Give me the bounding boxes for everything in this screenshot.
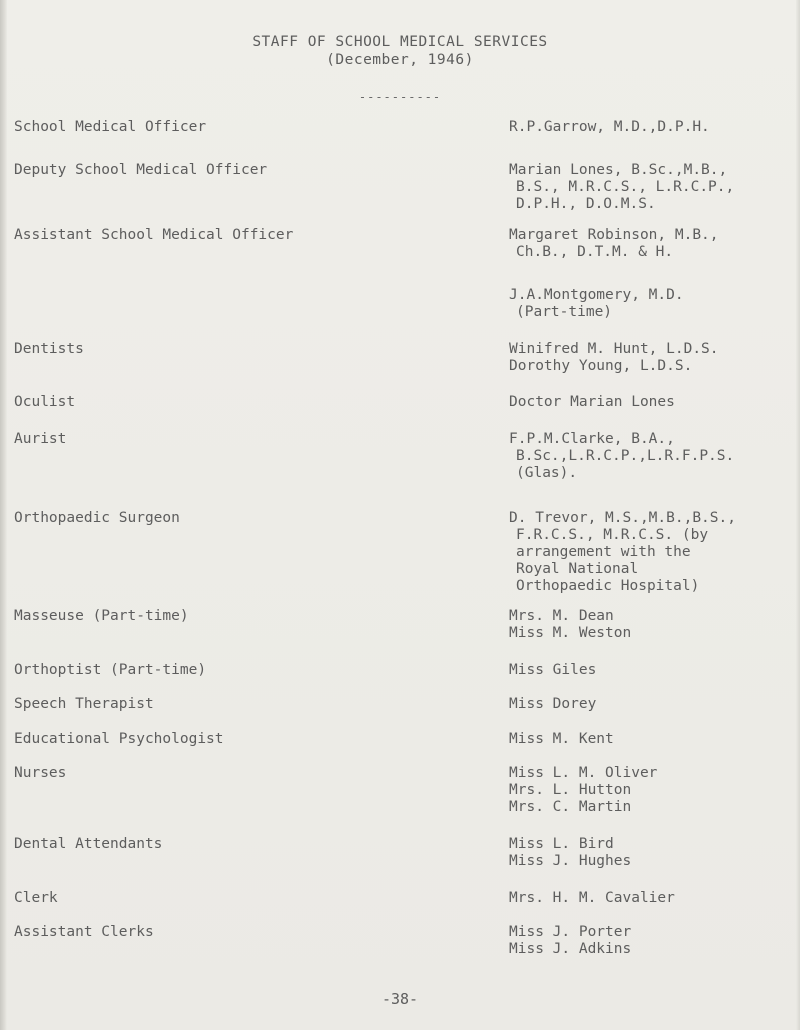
staff-name-line: B.S., M.R.C.S., L.R.C.P., [516, 179, 735, 195]
staff-names [509, 510, 794, 595]
staff-names [509, 890, 794, 907]
staff-names [509, 227, 794, 261]
staff-role: Orthopaedic Surgeon [14, 510, 180, 526]
staff-name-line: Mrs. H. M. Cavalier [509, 890, 675, 906]
staff-names [509, 731, 794, 748]
staff-name-line: B.Sc.,L.R.C.P.,L.R.F.P.S. [516, 448, 735, 464]
staff-name-line: Miss Giles [509, 662, 597, 678]
staff-names [509, 662, 794, 679]
staff-name-line: Miss J. Hughes [509, 853, 632, 869]
staff-name-line: Miss M. Kent [509, 731, 614, 747]
document-title: STAFF OF SCHOOL MEDICAL SERVICES [252, 34, 548, 50]
staff-names [509, 119, 794, 136]
staff-name-line: F.P.M.Clarke, B.A., [509, 431, 675, 447]
staff-names [509, 924, 794, 958]
staff-role: Assistant School Medical Officer [14, 227, 294, 243]
staff-role: Aurist [14, 431, 67, 447]
staff-name-line: Miss Dorey [509, 696, 597, 712]
staff-role: Nurses [14, 765, 67, 781]
staff-names [509, 394, 794, 411]
staff-names [509, 162, 794, 213]
staff-role: Assistant Clerks [14, 924, 154, 940]
staff-name-line: Doctor Marian Lones [509, 394, 675, 410]
staff-name-line: Miss L. Bird [509, 836, 614, 852]
page-edge [796, 0, 800, 1030]
staff-names [509, 341, 794, 375]
staff-names [509, 836, 794, 870]
staff-name-line: Ch.B., D.T.M. & H. [516, 244, 674, 260]
document-date: (December, 1946) [326, 52, 474, 68]
staff-name-line: J.A.Montgomery, M.D. [509, 287, 684, 303]
staff-names [509, 431, 794, 482]
title-divider: ---------- [358, 90, 442, 104]
staff-name-line: Royal National [516, 561, 639, 577]
staff-name-line: Margaret Robinson, M.B., [509, 227, 719, 243]
staff-names [509, 696, 794, 713]
staff-name-line: Miss M. Weston [509, 625, 632, 641]
staff-names [509, 765, 794, 816]
staff-role: Dentists [14, 341, 84, 357]
staff-name-line: (Glas). [516, 465, 578, 481]
staff-name-line: Mrs. C. Martin [509, 799, 632, 815]
staff-name-line: Miss J. Porter [509, 924, 632, 940]
staff-name-line: (Part-time) [516, 304, 613, 320]
staff-name-line: arrangement with the [516, 544, 691, 560]
staff-name-line: R.P.Garrow, M.D.,D.P.H. [509, 119, 710, 135]
staff-name-line: Miss J. Adkins [509, 941, 632, 957]
staff-name-line: D.P.H., D.O.M.S. [516, 196, 656, 212]
staff-name-line: Miss L. M. Oliver [509, 765, 658, 781]
staff-name-line: Orthopaedic Hospital) [516, 578, 700, 594]
staff-names [509, 608, 794, 642]
staff-name-line: Mrs. L. Hutton [509, 782, 632, 798]
staff-names [509, 287, 794, 321]
staff-name-line: Marian Lones, B.Sc.,M.B., [509, 162, 728, 178]
staff-role: Deputy School Medical Officer [14, 162, 268, 178]
staff-name-line: Winifred M. Hunt, L.D.S. [509, 341, 719, 357]
staff-role: Masseuse (Part-time) [14, 608, 189, 624]
page-number: -38- [381, 990, 419, 1008]
staff-role: Clerk [14, 890, 58, 906]
staff-role: Oculist [14, 394, 76, 410]
staff-name-line: Mrs. M. Dean [509, 608, 614, 624]
binding-edge [0, 0, 7, 1030]
staff-role: Speech Therapist [14, 696, 154, 712]
staff-role: Orthoptist (Part-time) [14, 662, 207, 678]
staff-role: School Medical Officer [14, 119, 207, 135]
staff-name-line: D. Trevor, M.S.,M.B.,B.S., [509, 510, 736, 526]
staff-role: Dental Attendants [14, 836, 163, 852]
staff-role: Educational Psychologist [14, 731, 224, 747]
staff-name-line: Dorothy Young, L.D.S. [509, 358, 693, 374]
staff-name-line: F.R.C.S., M.R.C.S. (by [516, 527, 709, 543]
